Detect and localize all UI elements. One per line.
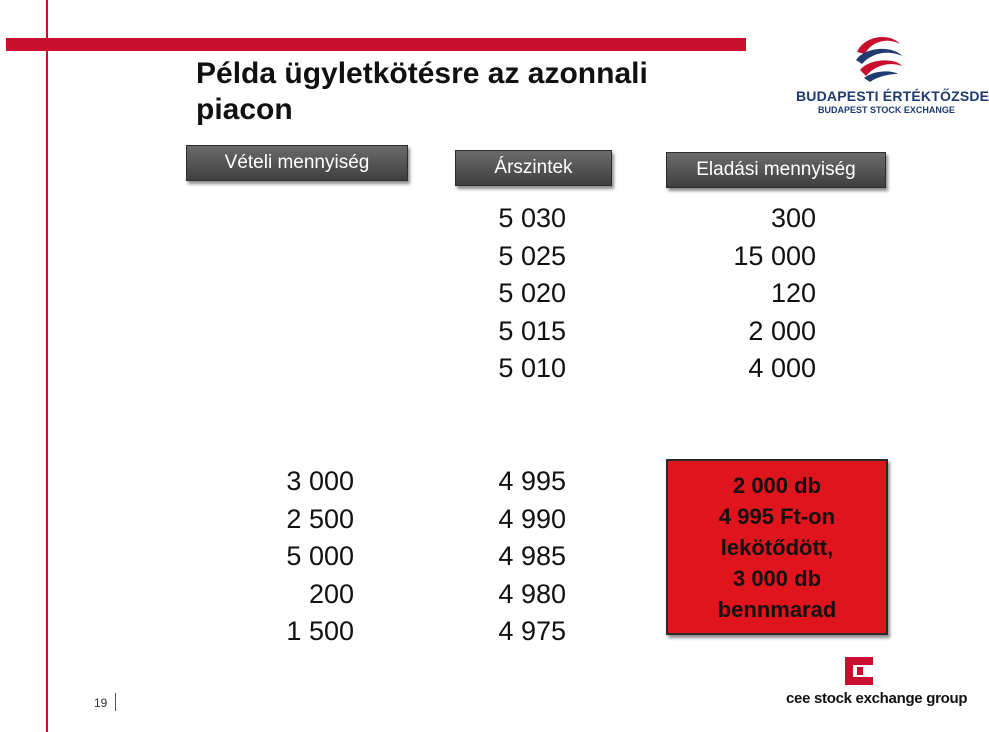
bid-quantity: 2 500 [286, 503, 354, 534]
bid-quantity: 1 500 [286, 616, 354, 646]
ask-quantity: 4 000 [748, 353, 816, 383]
page-number: 19 [94, 696, 108, 710]
trade-result-box [666, 459, 888, 635]
ask-price: 5 020 [498, 278, 566, 308]
header-price-levels: Árszintek [455, 150, 612, 186]
bid-price: 4 985 [498, 541, 566, 571]
ask-price: 5 015 [498, 315, 566, 346]
bid-quantity: 200 [308, 578, 354, 609]
left-accent-line [46, 0, 48, 732]
ask-price-column [440, 200, 566, 388]
bid-price: 4 980 [498, 578, 566, 609]
result-line: lekötődött, [720, 534, 834, 560]
ask-quantity: 120 [770, 278, 816, 308]
header-sell-quantity: Eladási mennyiség [666, 152, 886, 188]
page-number-divider [115, 693, 116, 711]
ask-price: 5 010 [498, 353, 566, 383]
bid-price: 4 975 [498, 616, 566, 646]
result-line: bennmarad [717, 596, 837, 622]
bid-price: 4 990 [498, 503, 566, 534]
bid-quantity: 3 000 [286, 466, 354, 496]
ask-quantity: 15 000 [733, 240, 816, 271]
cee-logo-icon [845, 657, 873, 685]
result-line: 3 000 db [732, 565, 822, 591]
bse-name: BUDAPESTI ÉRTÉKTŐZSDE [796, 88, 989, 104]
bid-price: 4 995 [498, 466, 566, 496]
ask-price: 5 025 [498, 240, 566, 271]
ask-quantity-column [640, 200, 816, 388]
bse-subtitle: BUDAPEST STOCK EXCHANGE [818, 105, 955, 115]
bid-price-column [440, 463, 566, 651]
header-buy-quantity: Vételi mennyiség [186, 145, 408, 181]
top-accent-bar [6, 38, 746, 51]
result-line: 4 995 Ft-on [718, 503, 836, 529]
result-line: 2 000 db [732, 472, 822, 498]
slide-title: Példa ügyletkötésre az azonnali piacon [196, 57, 648, 126]
ask-quantity: 300 [770, 203, 816, 233]
ask-price: 5 030 [498, 203, 566, 233]
cee-group-name: cee stock exchange group [786, 690, 968, 707]
ask-quantity: 2 000 [748, 315, 816, 346]
bid-quantity: 5 000 [286, 541, 354, 571]
bid-quantity-column [230, 463, 354, 651]
